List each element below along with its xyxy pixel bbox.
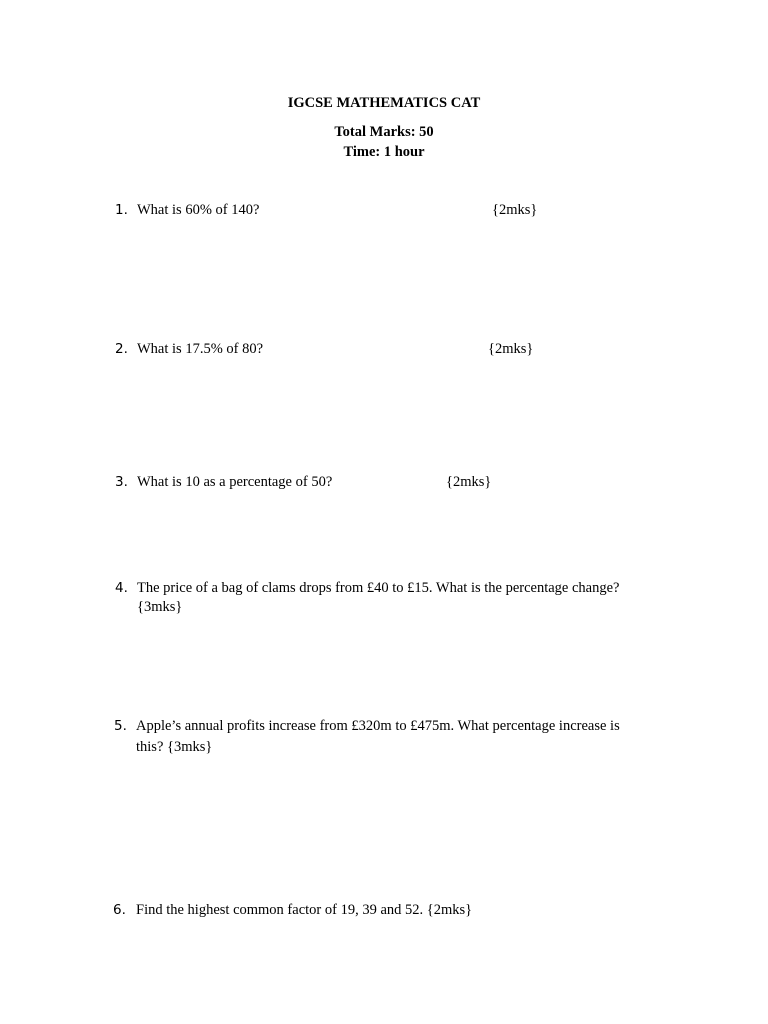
question-4-text-line-1: The price of a bag of clams drops from £40 to £15. What is the percentage change?	[137, 580, 620, 596]
question-6-number: 6.	[113, 902, 126, 918]
question-2-text: What is 17.5% of 80?	[137, 341, 264, 357]
question-4-number: 4.	[115, 580, 128, 596]
question-3-marks: {2mks}	[446, 474, 492, 490]
question-5-text-line-1: Apple’s annual profits increase from £320m to £475m. What percentage increase is	[136, 718, 620, 734]
question-3-number: 3.	[115, 474, 128, 490]
question-2-marks: {2mks}	[488, 341, 534, 357]
question-5-number: 5.	[114, 718, 127, 734]
question-5-text-line-2: this? {3mks}	[136, 739, 213, 755]
question-3-text: What is 10 as a percentage of 50?	[137, 474, 333, 490]
exam-title: IGCSE MATHEMATICS CAT	[287, 95, 481, 111]
question-4-marks: {3mks}	[137, 599, 183, 615]
total-marks: Total Marks: 50	[334, 124, 434, 140]
exam-time: Time: 1 hour	[343, 144, 425, 160]
question-1-marks: {2mks}	[492, 202, 538, 218]
question-6-text: Find the highest common factor of 19, 39 and 52. {2mks}	[136, 902, 473, 918]
question-1-text: What is 60% of 140?	[137, 202, 260, 218]
question-1-number: 1.	[115, 202, 128, 218]
question-2-number: 2.	[115, 341, 128, 357]
